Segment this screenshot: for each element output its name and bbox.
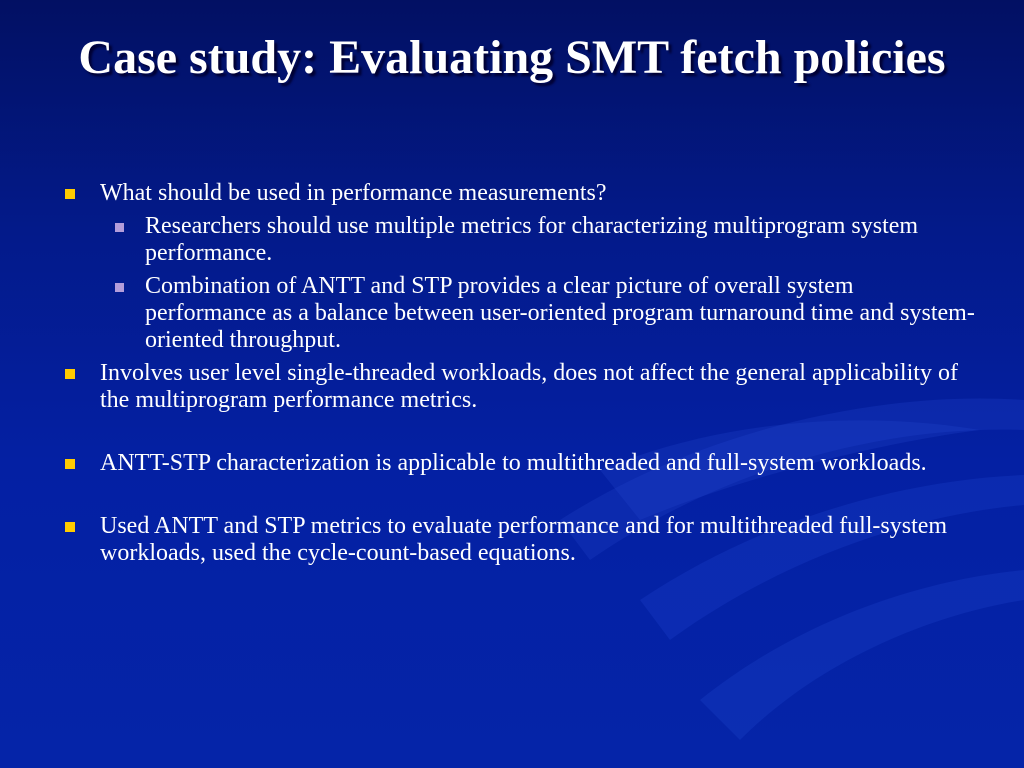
bullet-text: ANTT-STP characterization is applicable to multithreaded and full-system workloads. (100, 450, 927, 476)
sub-bullet-text: Researchers should use multiple metrics for characterizing multiprogram system performance. (145, 213, 919, 266)
square-bullet-icon (65, 522, 75, 532)
bullet-item (60, 450, 980, 477)
square-bullet-icon (65, 189, 75, 199)
square-sub-bullet-icon (115, 223, 124, 232)
square-bullet-icon (65, 369, 75, 379)
sub-bullet-item (60, 273, 980, 354)
square-bullet-icon (65, 459, 75, 469)
bullet-item (60, 180, 980, 207)
bullet-text: What should be used in performance measurements? (100, 180, 607, 206)
square-sub-bullet-icon (115, 283, 124, 292)
sub-bullet-item (60, 213, 980, 267)
bullet-text: Involves user level single-threaded workloads, does not affect the general applicability of the multiprogram performance metrics. (100, 360, 958, 413)
bullet-item (60, 513, 980, 567)
bullet-item (60, 360, 980, 414)
slide-title: Case study: Evaluating SMT fetch policies (78, 31, 946, 84)
bullet-text: Used ANTT and STP metrics to evaluate performance and for multithreaded full-system workloads, used the cycle-count-based equations. (100, 513, 948, 566)
sub-bullet-text: Combination of ANTT and STP provides a clear picture of overall system performance as a balance between user-oriented program turnaround time and system-oriented throughput. (145, 273, 975, 353)
bullet-list (60, 180, 980, 567)
